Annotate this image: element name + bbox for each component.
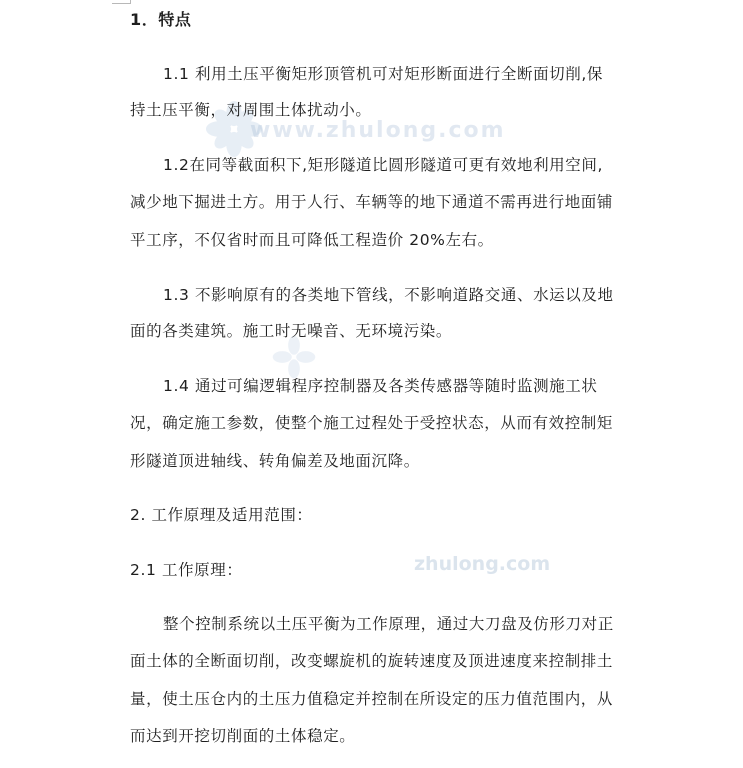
paragraph-1-3-line-1: 1.3 不影响原有的各类地下管线，不影响道路交通、水运以及地	[163, 286, 614, 304]
watermark-brand: zhulong.com	[414, 553, 551, 575]
paragraph-1-2-line-3: 平工序，不仅省时而且可降低工程造价 20%左右。	[130, 231, 494, 249]
paragraph-1-1-line-1: 1.1 利用土压平衡矩形顶管机可对矩形断面进行全断面切削,保	[163, 65, 604, 83]
paragraph-1-2-line-2: 减少地下掘进土方。用于人行、车辆等的地下通道不需再进行地面铺	[130, 193, 614, 211]
watermark-logo-icon	[272, 335, 316, 379]
paragraph-1-3-line-2: 面的各类建筑。施工时无噪音、无环境污染。	[130, 322, 453, 340]
page-corner-mark	[112, 0, 131, 4]
watermark-url: www.zhulong.com	[250, 118, 506, 143]
paragraph-2-1-line-1: 整个控制系统以土压平衡为工作原理，通过大刀盘及仿形刀对正	[163, 615, 614, 633]
paragraph-1-4-line-3: 形隧道顶进轴线、转角偏差及地面沉降。	[130, 452, 420, 470]
section-heading-1: 1．特点	[130, 10, 192, 29]
paragraph-1-4-line-1: 1.4 通过可编逻辑程序控制器及各类传感器等随时监测施工状	[163, 377, 598, 395]
paragraph-1-1-line-2: 持土压平衡，对周围土体扰动小。	[130, 101, 372, 119]
section-heading-2: 2. 工作原理及适用范围：	[130, 506, 313, 524]
paragraph-2-1-line-3: 量，使土压仓内的土压力值稳定并控制在所设定的压力值范围内，从	[130, 690, 614, 708]
paragraph-2-1-line-4: 而达到开挖切削面的土体稳定。	[130, 727, 356, 745]
section-heading-2-1: 2.1 工作原理：	[130, 561, 243, 579]
paragraph-1-4-line-2: 况，确定施工参数，使整个施工过程处于受控状态，从而有效控制矩	[130, 414, 614, 432]
paragraph-1-2-line-1: 1.2在同等截面积下,矩形隧道比圆形隧道可更有效地利用空间,	[163, 156, 604, 174]
paragraph-2-1-line-2: 面土体的全断面切削，改变螺旋机的旋转速度及顶进速度来控制排土	[130, 652, 614, 670]
